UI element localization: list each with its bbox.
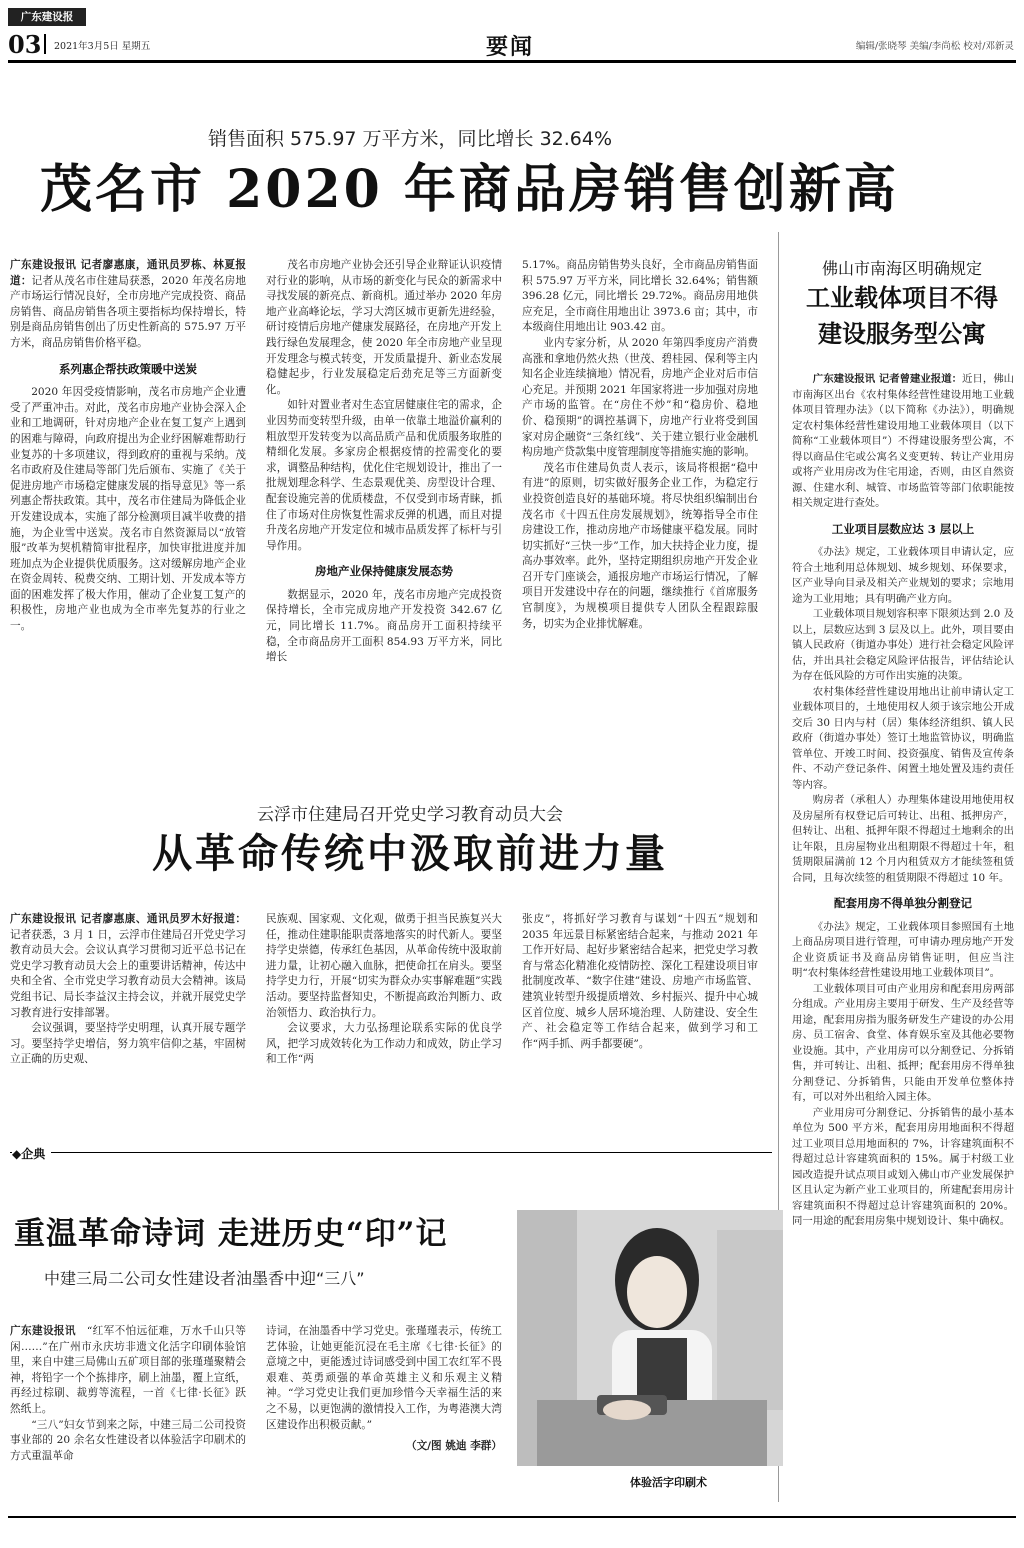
sidebar-lead-paragraph bbox=[792, 372, 1014, 512]
article3-column-1 bbox=[10, 1324, 246, 1464]
article1-paragraph: 5.17%。商品房销售势头良好，全市商品房销售面积 575.97 万平方米，同比增长 32.64%；销售额 396.28 亿元，同比增长 29.72%。商品房用地供应充足，全市商住用地出让 3973.6 亩；其中，市本级商住用地出让 903.42 亩。 bbox=[522, 259, 758, 334]
article1-column-1 bbox=[10, 258, 246, 635]
photo-illustration bbox=[517, 1210, 783, 1466]
article2-column-1 bbox=[10, 912, 246, 1068]
article1-paragraph: 茂名市房地产业协会还引导企业辩证认识疫情对行业的影响，从市场的新变化与民众的新需求中寻找发展的新亮点、新商机。通过举办 2020 年房地产业高峰论坛，学习大湾区城市更新先进经验，研讨疫情后房地产健康发展路径，在房地产开发上践行绿色发展理念，使 2020 年全市房地产业呈现开发理念与模式转变，开发质量提升、新业态发展稳健起步，行业发展稳定后劲充足等三方面新变化。 bbox=[266, 259, 502, 396]
article2-paragraph: 会议强调，要坚持学史明理，认真开展专题学习。要坚持学史增信，努力筑牢信仰之基，牢固树立正确的历史观、 bbox=[10, 1022, 246, 1066]
editor-credits: 编辑/张晓琴 美编/李尚松 校对/邓新灵 bbox=[855, 41, 1014, 52]
sidebar-paragraph: 产业用房可分割登记、分拆销售的最小基本单位为 500 平方米，配套用房用地面积不得超过工业项目总用地面积的 7%，计容建筑面积不得超过总计容建筑面积的 15%。属于村级工业园改造提升试点项目或划入佛山市产业发展保护区且认定为新产业工业项目的，所建配套用房计容建筑面积不得超过总计容建筑面积的 20%。同一用途的配套用房集中规划设计、集中确权。 bbox=[792, 1106, 1014, 1227]
article3-paragraph: 诗词，在油墨香中学习党史。张瑾瑾表示，传统工艺体验，让她更能沉浸在毛主席《七律·长征》的意境之中，更能透过诗词感受到中国工农红军不畏艰难、英勇顽强的革命英雄主义和乐观主义精神。“学习党史让我们更加珍惜今天幸福生活的来之不易，以更饱满的激情投入工作，为粤港澳大湾区建设作出积极贡献。” bbox=[266, 1325, 502, 1431]
article2-byline: 广东建设报讯 记者廖惠康、通讯员罗木好报道： bbox=[10, 913, 246, 925]
article1-lead-paragraph bbox=[10, 258, 246, 352]
page-bottom-rule bbox=[8, 1516, 1016, 1518]
sidebar-headline bbox=[790, 280, 1014, 352]
article2-paragraph: 民族观、国家观、文化观，做勇于担当民族复兴大任，推动住建职能职责落地落实的时代新人。要坚持学史崇德，传承红色基因，从革命传统中汲取前进力量，让初心融入血脉，把使命扛在肩头。要坚持学史力行，开展“切实为群众办实事解难题”实践活动。要坚持监督知史，不断提高政治判断力、政治领悟力、政治执行力。 bbox=[266, 913, 502, 1019]
diamond-icon: ◆ bbox=[12, 1147, 22, 1161]
sidebar-paragraph: 《办法》规定，工业载体项目参照国有土地上商品房项目进行管理，可申请办理房地产开发企业资质证书及商品房销售证明，但应当注明“农村集体经营性建设用地工业载体项目”。 bbox=[792, 920, 1014, 979]
woman-typesetting-photo bbox=[517, 1210, 783, 1466]
sidebar-lead-text: 近日，佛山市南海区出台《农村集体经营性建设用地工业载体项目管理办法》（以下简称《办法》），明确规定农村集体经营性建设用地工业载体项目（以下简称“工业载体项目”）不得建设服务型公寓，不得以商品住宅或公寓名义变更转、转让产业用房或将产业用房改为住宅用途，否则，由区自然资源、住建水利、城管、市场监管等部门依职能按相关规定进行查处。 bbox=[792, 373, 1015, 509]
article2-kicker: 云浮市住建局召开党史学习教育动员大会 bbox=[257, 805, 563, 825]
article1-headline: 茂名市 2020 年商品房销售创新高 bbox=[40, 159, 899, 220]
section-title: 要闻 bbox=[486, 34, 535, 60]
article3-byline: 广东建设报讯 bbox=[10, 1325, 76, 1337]
sidebar-subhead-2: 配套用房不得单独分割登记 bbox=[834, 896, 972, 910]
article2-paragraph: 会议要求，大力弘扬理论联系实际的优良学风，把学习成效转化为工作动力和成效，防止学习和工作“两 bbox=[266, 1022, 502, 1066]
sidebar-subhead-1: 工业项目层数应达 3 层以上 bbox=[831, 521, 975, 536]
article1-subhead-1: 系列惠企帮扶政策暖中送炭 bbox=[59, 361, 197, 376]
photo-caption: 体验活字印刷术 bbox=[630, 1476, 707, 1489]
article3-headline: 重温革命诗词 走进历史“印”记 bbox=[14, 1216, 448, 1252]
article1-paragraph: 2020 年因受疫情影响，茂名市房地产企业遭受了严重冲击。对此，茂名市房地产业协会深入企业和工地调研，针对房地产企业在复工复产上遇到的困难与障碍，向政府提出为企业纾困解难帮助行业复苏的十多项建议，得到政府的重视与采纳。茂名市政府及住建局等部门先后颁布、实施了《关于促进房地产市场稳定健康发展的指导意见》等一系列惠企帮扶政策。其中，茂名市住建局为降低企业开发建设成本，实施了部分检测项目减半收费的措施，为企业雪中送炭。茂名市自然资源局以“放管服”改革为契机精简审批程序，加快审批进度并加班加点为企业提供优质服务。这对缓解房地产企业在资金周转、税费交纳、工期计划、开发成本等方面的困难发挥了极大作用，催动了企业复工复产的积极性，房地产业也成为全市率先复苏的行业之一。 bbox=[10, 386, 246, 633]
article3-section-label bbox=[12, 1145, 51, 1162]
sidebar-paragraph: 《办法》规定，工业载体项目申请认定，应符合土地利用总体规划、城乡规划、环保要求，区产业导向目录及相关产业规划的要求；宗地用途为工业用地；具有明确产业方向。 bbox=[792, 546, 1014, 605]
sidebar-headline-line-2: 建设服务型公寓 bbox=[818, 319, 986, 348]
article2-column-3 bbox=[522, 912, 758, 1052]
sidebar-paragraph: 工业载体项目规划容积率下限须达到 2.0 及以上，层数应达到 3 层及以上。此外，项目要由镇人民政府（街道办事处）进行社会稳定风险评估，并出具社会稳定风险评估报告，评估结论认为存在低风险的方可作出实施的决策。 bbox=[792, 608, 1014, 682]
article3-lead-text: “红军不怕远征难，万水千山只等闲……”在广州市永庆坊非遗文化活字印刷体验馆里，来自中建三局佛山五矿项目部的张瑾瑾聚精会神，将铅字一个个拣排序，刷上油墨，覆上宣纸，再经过棕刷、裁剪等流程，一首《七律·长征》跃然纸上。 bbox=[10, 1325, 247, 1415]
sidebar-paragraph: 农村集体经营性建设用地出让前申请认定工业载体项目的，土地使用权人须于该宗地公开成交后 30 日内与村（居）集体经济组织、镇人民政府（街道办事处）签订土地监管协议，明确监管单位、开竣工时间、投资强度、销售及宣传条件、不动产登记条件、闲置土地处置及违约责任等内容。 bbox=[792, 685, 1014, 791]
article1-kicker: 销售面积 575.97 万平方米，同比增长 32.64% bbox=[207, 128, 613, 150]
article2-paragraph: 张皮”，将抓好学习教育与谋划“十四五”规划和 2035 年远景目标紧密结合起来，与推动 2021 年工作开好局、起好步紧密结合起来，把党史学习教育与常态化精准化疫情防控、深化工程建设项目审批制度改革、“数字住建”建设、房地产市场监管、建筑业转型升级提质增效、乡村振兴、提升中心城区首位度、城乡人居环境治理、人防建设、安全生产、社会稳定等工作结合起来，做到学习和工作“两手抓、两手都要硬”。 bbox=[522, 913, 758, 1050]
masthead-rule bbox=[8, 60, 1016, 63]
issue-date: 2021年3月5日 星期五 bbox=[54, 41, 151, 52]
article3-paragraph: “三八”妇女节到来之际，中建三局二公司投资事业部的 20 余名女性建设者以体验活字印刷术的方式重温革命 bbox=[10, 1418, 246, 1462]
article1-column-2 bbox=[266, 258, 502, 666]
article1-paragraph: 业内专家分析，从 2020 年第四季度房产消费高涨和拿地仍然火热（世茂、碧桂园、保利等主内知名企业连续摘地）情况看，房地产企业对后市信心充足。并预期 2021 年国家将进一步加强对房地产市场的监管。在“房住不炒”和“稳房价、稳地价、稳预期”的调控基调下，房地产行业将受到国家对房企融资“三条红线”、关于建立银行业金融机构房地产贷款集中度管理制度等措施实施的影响。 bbox=[522, 336, 758, 459]
article1-lead-text: 记者从茂名市住建局获悉，2020 年茂名房地产市场运行情况良好，全市房地产完成投资、商品房销售、商品房销售各项主要指标均保持增长，特别是商品房销售创出了历史性新高的 575.97 万平方米，商品房销售价格平稳。 bbox=[10, 274, 247, 349]
article1-byline: 广东建设报讯 记者廖惠康，通讯员罗栋、林夏报道： bbox=[10, 259, 246, 287]
newspaper-name-tag: 广东建设报 bbox=[8, 8, 86, 26]
page-number: 03 bbox=[8, 30, 42, 59]
article1-paragraph: 如针对置业者对生态宜居健康住宅的需求，企业因势而变转型升级，由单一依靠土地溢价赢利的粗放型开发转变为以高品质产品和优质服务取胜的精细化发展。多家房企根据疫情的控需变化的要求，调整品种结构，优化住宅规划设计，推出了一批规划理念科学、生态景观优美、房型设计合理、配套设施完善的优质楼盘，不仅受到市场青睐，抓住了市场对住房恢复性需求反弹的机遇，而且对提升茂名房地产开发定位和城市品质发挥了标杆与引导作用。 bbox=[266, 399, 502, 552]
article3-top-rule bbox=[10, 1152, 772, 1153]
article2-headline: 从革命传统中汲取前进力量 bbox=[152, 830, 668, 877]
article1-paragraph: 数据显示，2020 年，茂名市房地产完成投资保持增长，全市完成房地产开发投资 342.67 亿元，同比增长 11.7%。商品房开工面积持续平稳，全市商品房开工面积 854.93 万平方米，同比增长 bbox=[266, 588, 502, 664]
sidebar-paragraph: 工业载体项目可由产业用房和配套用房两部分组成。产业用房主要用于研发、生产及经营等用途，配套用房指为服务研发生产建设的办公用房、员工宿舍、食堂、体育娱乐室及其他必要物业设施。其中，产业用房可以分割登记、分拆销售，并可转让、出租、抵押；配套用房不得单独分割登记、分拆销售，只能由开发单位整体持有，可以对外出租给入园主体。 bbox=[792, 982, 1014, 1103]
page-number-divider bbox=[44, 34, 46, 54]
sidebar-headline-line-1: 工业载体项目不得 bbox=[806, 283, 998, 312]
article2-column-2 bbox=[266, 912, 502, 1068]
article2-lead-text: 记者获悉，3 月 1 日，云浮市住建局召开党史学习教育动员大会。会议认真学习贯彻习近平总书记在党史学习教育动员大会上的重要讲话精神，传达中央和全省、全市党史学习教育动员大会精神。该局党组书记、局长李益汉主持会议，并就开展党史学习教育进行安排部署。 bbox=[10, 928, 246, 1019]
article3-column-2 bbox=[266, 1324, 502, 1455]
article1-paragraph: 茂名市住建局负责人表示，该局将根据“稳中有进”的原则，切实做好服务企业工作，为稳定行业投资创造良好的基础环境。将尽快组织编制出台茂名市《十四五住房发展规划》，统筹指导全市住房建设工作，推动房地产市场健康平稳发展。同时切实抓好“三快一步”工作，加大扶持企业力度，提高办事效率。此外，坚持定期组织房地产开发企业召开专门座谈会，通报房地产市场运行情况，了解项目开发建设中存在的问题，继续推行《首席服务官制度》，为规模项目提供专人团队全程跟踪服务，切实为企业排忧解难。 bbox=[522, 461, 758, 630]
article1-subhead-2: 房地产业保持健康发展态势 bbox=[315, 564, 453, 579]
article3-subtitle: 中建三局二公司女性建设者油墨香中迎“三八” bbox=[44, 1269, 365, 1288]
article3-lead-paragraph bbox=[10, 1324, 246, 1418]
sidebar-column bbox=[792, 372, 1014, 1230]
article1-column-3 bbox=[522, 258, 758, 632]
article3-section-tag: 企典 bbox=[21, 1147, 46, 1161]
article2-lead-paragraph bbox=[10, 912, 246, 1021]
article3-photo-credit: （文/图 姚迪 李群） bbox=[406, 1440, 502, 1453]
sidebar-kicker: 佛山市南海区明确规定 bbox=[821, 259, 982, 278]
sidebar-paragraph: 购房者（承租人）办理集体建设用地使用权及房屋所有权登记后可转让、出租、抵押房产，但转让、出租、抵押年限不得超过土地剩余的出让年限，且房屋物业出租期限不得超过十年，租赁期限届满前 12 个月内租赁双方才能续签租赁合同，且每次续签的租赁期限不得超过 10 年。 bbox=[792, 794, 1014, 884]
sidebar-byline: 广东建设报讯 记者曾建业报道： bbox=[812, 373, 963, 385]
